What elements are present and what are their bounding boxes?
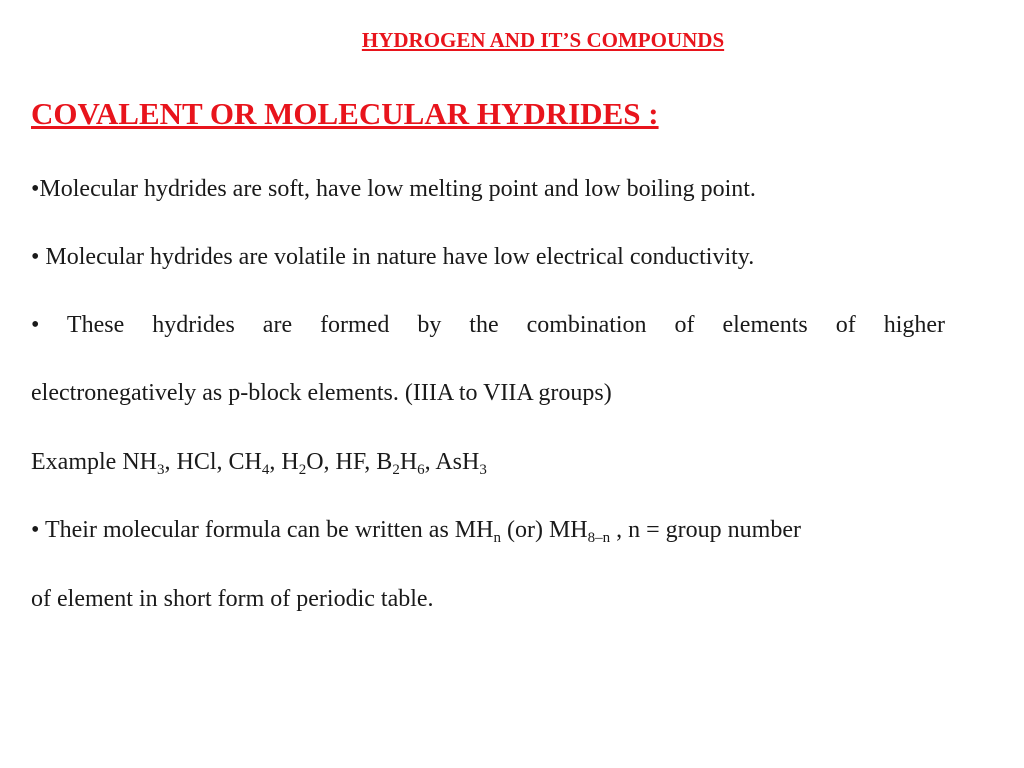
bullet-molecular-formula-line2: of element in short form of periodic table. [31, 586, 434, 612]
bullet-volatile: • Molecular hydrides are volatile in nature have low electrical conductivity. [31, 244, 755, 270]
formula-b2h6: $B_2H_6$, [376, 449, 436, 478]
bullet-molecular-formula: • Their molecular formula can be written as $MH_n$ (or) $MH_{8-n}$ , n = group number [31, 517, 801, 546]
bullet-soft-low-mp: •Molecular hydrides are soft, have low melting point and low boiling point. [31, 176, 756, 202]
section-heading: COVALENT OR MOLECULAR HYDRIDES : [31, 96, 659, 131]
bullet-combination-line2: electronegatively as p-block elements. (IIIA to VIIA groups) [31, 380, 612, 406]
formula-nh3: $NH_3$, [122, 449, 177, 478]
formula-hf: HF, [335, 449, 377, 475]
formula-ch4: $CH_4$, [228, 449, 282, 478]
formula-h2o: $H_2O$, [281, 449, 336, 478]
formula-mhn: $MH_n$ [454, 517, 501, 546]
formula-hcl: HCl, [176, 449, 229, 475]
formula-mh8-n: $MH_{8-n}$ [548, 517, 611, 546]
example-line [31, 449, 487, 476]
slide-title: HYDROGEN AND IT’S COMPOUNDS [361, 28, 725, 52]
example-label: Example [31, 449, 123, 475]
formula-ash3: AsH$_3$ [435, 449, 487, 478]
bullet-combination-line1: • These hydrides are formed by the combination of elements of higher [31, 312, 945, 338]
